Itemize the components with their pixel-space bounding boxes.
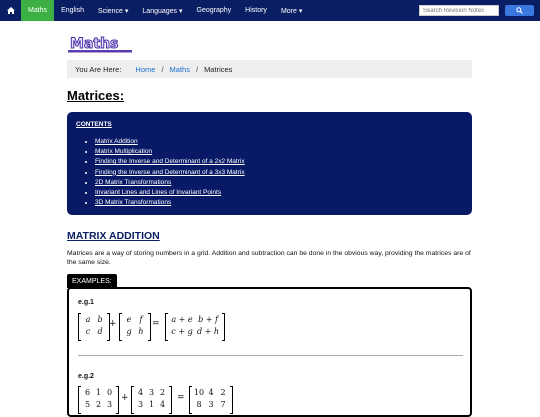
nav-item-languages[interactable]: Languages ▾ [142, 7, 183, 15]
nav-item-science[interactable]: Science ▾ [98, 7, 129, 15]
home-button[interactable] [0, 0, 21, 21]
contents-box [67, 112, 472, 215]
matrix [78, 313, 110, 341]
examples-box [67, 287, 472, 417]
matrix-entry: 5 [84, 400, 91, 409]
contents-list [95, 137, 245, 208]
breadcrumb-home-link[interactable]: Home [135, 64, 156, 74]
section-heading: MATRIX ADDITION [67, 230, 160, 242]
section-paragraph: Matrices are a way of storing numbers in a grid. Addition and subtraction can be done in the obvious way, providing the matrices are of the same size. [67, 250, 471, 266]
matrix-entry: 10 [193, 388, 205, 397]
example-label: e.g.1 [78, 299, 94, 306]
matrix-entry: 3 [106, 400, 113, 409]
matrix-bracket [78, 386, 81, 414]
contents-link[interactable]: • Matrix Addition [95, 137, 245, 147]
matrix-entry: 3 [137, 400, 144, 409]
page-title: Matrices: [67, 88, 125, 103]
matrix [131, 386, 172, 414]
svg-text:Maths: Maths [70, 36, 119, 52]
matrix [165, 313, 225, 341]
plus-sign: + [109, 319, 117, 329]
matrix-entry: 2 [220, 388, 226, 397]
matrix-entry: 1 [95, 388, 102, 397]
examples-tab: EXAMPLES: [67, 274, 117, 288]
matrix [119, 313, 151, 341]
matrix-entry: 8 [196, 400, 202, 409]
breadcrumb-maths-link[interactable]: Maths [169, 64, 190, 74]
matrix-bracket [169, 386, 172, 414]
matrix [189, 386, 233, 414]
contents-link[interactable]: • 2D Matrix Transformations [95, 178, 245, 188]
matrix-entry: 6 [84, 388, 91, 397]
top-nav [0, 0, 540, 21]
matrix-entry: f [139, 315, 143, 324]
matrix-bracket [116, 386, 119, 414]
matrix-entry: 4 [137, 388, 144, 397]
matrix-entry: d [97, 327, 103, 336]
matrix-entry: a [85, 315, 91, 324]
equals-sign: = [177, 393, 185, 403]
example-label: e.g.2 [78, 373, 94, 380]
search-icon [516, 7, 523, 14]
contents-link[interactable]: • Finding the Inverse and Determinant of a 3x3 Matrix [95, 168, 245, 178]
search-input[interactable] [419, 5, 499, 16]
contents-link[interactable]: • Matrix Multiplication [95, 147, 245, 157]
divider [78, 355, 463, 356]
contents-title: CONTENTS [76, 121, 112, 128]
matrix-entry: g [126, 327, 132, 336]
equals-sign: = [152, 319, 160, 329]
matrix-entry: 2 [159, 388, 166, 397]
matrix-entry: 3 [148, 388, 155, 397]
matrix-bracket [131, 386, 134, 414]
matrix-entry: c [85, 327, 91, 336]
matrix-bracket [119, 313, 122, 341]
matrix-entry: 0 [106, 388, 113, 397]
matrix-bracket [222, 313, 225, 341]
matrix-entry: h [138, 327, 144, 336]
matrix-bracket [148, 313, 151, 341]
home-icon [7, 7, 15, 14]
plus-sign: + [121, 393, 129, 403]
matrix-entry: 1 [148, 400, 155, 409]
matrix-entry: b + f [198, 315, 218, 324]
matrix-entry: 4 [159, 400, 166, 409]
breadcrumb-current: Matrices [204, 64, 233, 74]
matrix-entry: 7 [220, 400, 226, 409]
matrix [78, 386, 119, 414]
matrix-entry: 3 [208, 400, 214, 409]
contents-link[interactable]: • Finding the Inverse and Determinant of a 2x2 Matrix [95, 157, 245, 167]
matrix-bracket [165, 313, 168, 341]
nav-item-geography[interactable]: Geography [196, 7, 232, 14]
breadcrumb-separator: / [161, 64, 164, 74]
contents-link[interactable]: • 3D Matrix Transformations [95, 198, 245, 208]
breadcrumb-label: You Are Here: [75, 64, 122, 74]
matrix-entry: a + e [171, 315, 193, 324]
contents-link[interactable]: • Invariant Lines and Lines of Invariant Points [95, 188, 245, 198]
matrix-entry: 4 [208, 388, 214, 397]
matrix-entry: b [97, 315, 103, 324]
search-button[interactable] [505, 5, 534, 16]
matrix-entry: 2 [95, 400, 102, 409]
matrix-entry: c + g [171, 327, 193, 336]
nav-item-history[interactable]: History [245, 7, 267, 14]
nav-item-more[interactable]: More ▾ [280, 7, 303, 15]
matrix-bracket [189, 386, 192, 414]
nav-item-maths[interactable]: Maths [21, 0, 54, 21]
breadcrumb-separator: / [195, 64, 199, 74]
matrix-bracket [78, 313, 81, 341]
nav-item-english[interactable]: English [61, 7, 85, 14]
matrix-entry: d + h [196, 327, 220, 336]
maths-logo[interactable] [68, 33, 132, 55]
matrix-bracket [230, 386, 233, 414]
breadcrumb [67, 60, 472, 78]
matrix-entry: e [126, 315, 132, 324]
